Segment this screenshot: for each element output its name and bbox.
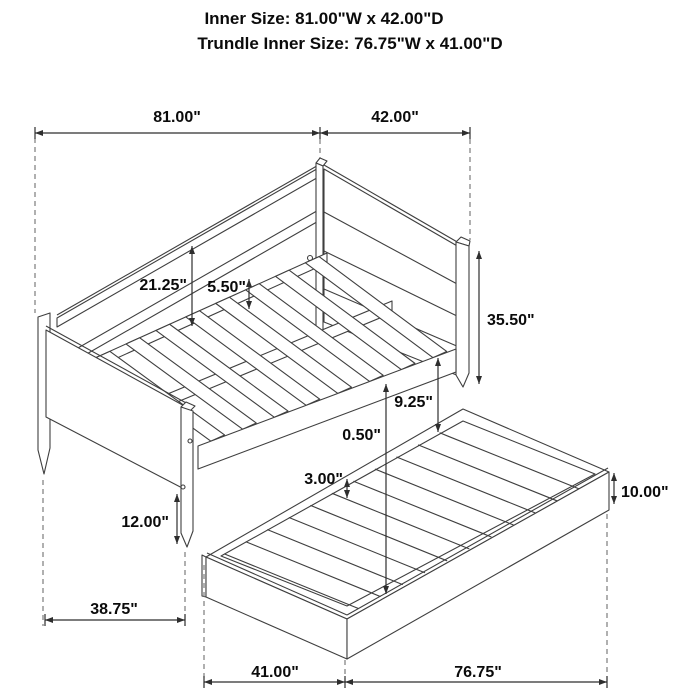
dim-label-leg-height: 12.00" — [121, 514, 169, 531]
arrowhead — [345, 679, 353, 685]
arrowhead — [45, 617, 53, 623]
arrowhead — [320, 130, 328, 136]
trundle-drawing — [202, 409, 609, 659]
dim-label-trundle-height: 10.00" — [621, 484, 669, 501]
dim-label-rim-height: 3.00" — [304, 471, 343, 488]
corner-post — [316, 163, 323, 340]
right-post — [456, 242, 469, 387]
arrowhead — [599, 679, 607, 685]
dim-label-back-height: 21.25" — [139, 277, 187, 294]
header-trundle-inner-size: Trundle Inner Size: 76.75"W x 41.00"D — [197, 34, 503, 53]
arrowhead — [35, 130, 43, 136]
arrowhead — [476, 251, 482, 259]
front-left-post — [181, 407, 193, 547]
arrowhead — [174, 494, 180, 502]
dim-label-trundle-width: 76.75" — [454, 664, 502, 681]
dim-label-bed-depth: 42.00" — [371, 109, 419, 126]
arrowhead — [204, 679, 212, 685]
arrowhead — [312, 130, 320, 136]
dim-label-overall-height: 35.50" — [487, 312, 535, 329]
dim-label-gap: 0.50" — [342, 427, 381, 444]
dim-label-bed-width: 81.00" — [153, 109, 201, 126]
arrowhead — [611, 496, 617, 504]
arrowhead — [462, 130, 470, 136]
dim-label-trundle-depth: 41.00" — [251, 664, 299, 681]
header-inner-size: Inner Size: 81.00"W x 42.00"D — [204, 9, 444, 28]
dim-label-clearance: 9.25" — [394, 394, 433, 411]
arrowhead — [337, 679, 345, 685]
dim-label-rail-width: 5.50" — [207, 279, 246, 296]
arrowhead — [177, 617, 185, 623]
arrowhead — [611, 473, 617, 481]
arrowhead — [174, 536, 180, 544]
dim-label-side-depth: 38.75" — [90, 601, 138, 618]
arrowhead — [246, 301, 252, 309]
arrowhead — [476, 376, 482, 384]
bolt-hole-1 — [308, 256, 313, 261]
arrowhead — [246, 279, 252, 287]
